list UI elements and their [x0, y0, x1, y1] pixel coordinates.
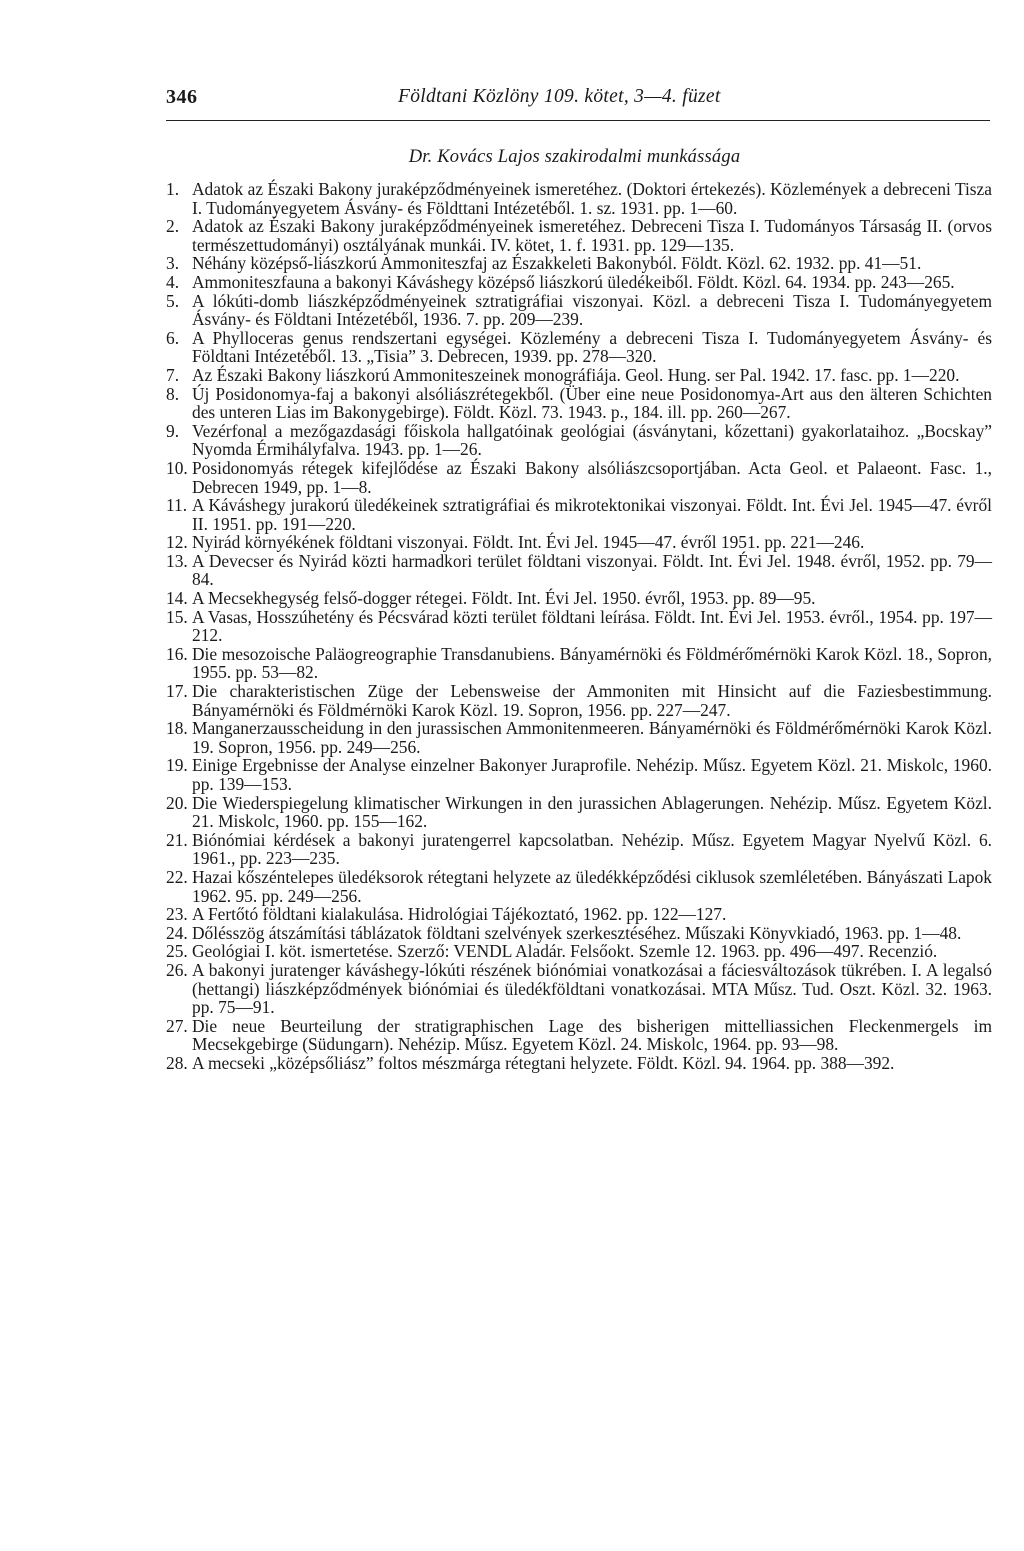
- entry-number: 24.: [166, 922, 188, 943]
- entry-text: A mecseki „középsőliász” foltos mészmárga rétegtani helyzete. Földt. Közl. 94. 1964. pp. 388—392.: [192, 1052, 895, 1073]
- bibliography-entry: [166, 589, 992, 608]
- entry-text: A Devecser és Nyirád közti harmadkori terület földtani viszonyai. Földt. Int. Évi Jel. 1948. évről, 1952. pp. 79—84.: [192, 550, 992, 590]
- bibliography-entry: [166, 794, 992, 831]
- bibliography-entry: [166, 329, 992, 366]
- entry-text: Hazai kőszéntelepes üledéksorok rétegtani helyzete az üledékképződési ciklusok szemléletében. Bányászati Lapok 1962. 95. pp. 249—256.: [192, 866, 992, 906]
- bibliography-entry: [166, 459, 992, 496]
- entry-text: Die charakteristischen Züge der Lebensweise der Ammoniten mit Hinsicht auf die Faziesbestimmung. Bányamérnöki és Földmérnöki Karok Közl. 19. Sopron, 1956. pp. 227—247.: [192, 681, 992, 720]
- entry-text: Posidonomyás rétegek kifejlődése az Északi Bakony alsóliászcsoportjában. Acta Geol. et Palaeont. Fasc. 1., Debrecen 1949, pp. 1—8.: [192, 457, 992, 497]
- entry-text: Adatok az Északi Bakony juraképződményeinek ismeretéhez. (Doktori értekezés). Közlemények a debreceni Tisza I. Tudományegyetem Ásvány- és Földttani Intézetéből. 1. sz. 1931. pp. 1—60.: [192, 179, 992, 218]
- entry-number: 8.: [166, 383, 180, 404]
- entry-text: Az Északi Bakony liászkorú Ammoniteszeinek monográfiája. Geol. Hung. ser Pal. 1942. 17. fasc. pp. 1—220.: [192, 364, 960, 385]
- entry-text: Geológiai I. köt. ismertetése. Szerző: VENDL Aladár. Felsőokt. Szemle 12. 1963. pp. 496—497. Recenzió.: [192, 941, 938, 962]
- entry-number: 1.: [166, 179, 180, 199]
- entry-number: 21.: [166, 829, 188, 850]
- entry-text: Új Posidonomya-faj a bakonyi alsóliászrétegekből. (Über eine neue Posidonomya-Art aus den älteren Schichten des unteren Lias im Bakonygebirge). Földt. Közl. 73. 1943. p., 184. ill. pp. 260—267.: [192, 383, 992, 423]
- entry-text: A Fertőtó földtani kialakulása. Hidrológiai Tájékoztató, 1962. pp. 122—127.: [192, 904, 727, 925]
- bibliography-entry: [166, 533, 992, 552]
- entry-text: Ammoniteszfauna a bakonyi Kávásheg​y középső liászkorú üledékeiből. Földt. Közl. 64. 1934. pp. 243—265.: [192, 271, 955, 292]
- bibliography-entry: [166, 496, 992, 533]
- entry-number: 5.: [166, 290, 180, 311]
- bibliography-entry: [166, 608, 992, 645]
- page-number: 346: [166, 86, 198, 108]
- bibliography-entry: [166, 682, 992, 719]
- bibliography-list: [166, 180, 992, 1073]
- entry-number: 16.: [166, 643, 188, 664]
- entry-text: Manganerzausscheidung in den jurassischen Ammonitenmeeren. Bányamérnöki és Földmérőmérnöki Karok Közl. 19. Sopron, 1956. pp. 249—256.: [192, 718, 992, 757]
- entry-number: 12.: [166, 532, 188, 553]
- entry-text: A Kávásheg​y jurakorú üledékeinek sztratigráfiai és mikrotektonikai viszonyai. Földt. Int. Évi Jel. 1945—47. évről II. 1951. pp. 191—220.: [192, 495, 992, 534]
- bibliography-entry: [166, 645, 992, 682]
- entry-number: 26.: [166, 959, 188, 980]
- entry-text: Néhány középső-liászkorú Ammoniteszfaj az Északkeleti Bakonyból. Földt. Közl. 62. 1932. pp. 41—51.: [192, 253, 922, 274]
- header-rule: [166, 120, 990, 121]
- bibliography-entry: [166, 868, 992, 905]
- bibliography-entry: [166, 961, 992, 1017]
- bibliography-entry: [166, 217, 992, 254]
- entry-text: A bakonyi juratenger kávásheg​y-lókúti részének biónómiai vonatkozásai a fáciesváltozások tükrében. I. A legalsó (hettangi) liászképződmények biónómiai és üledékföldtani vonatkozásai. MTA Műsz. Tud. Oszt. Közl. 32. 1963. pp. 75—91.: [192, 959, 992, 1018]
- entry-text: Biónómiai kérdések a bakonyi juratengerrel kapcsolatban. Nehézip. Műsz. Egyetem Magyar Nyelvű Közl. 6. 1961., pp. 223—235.: [192, 829, 992, 869]
- entry-number: 9.: [166, 420, 180, 441]
- entry-number: 10.: [166, 457, 188, 478]
- bibliography-entry: [166, 719, 992, 756]
- entry-number: 27.: [166, 1015, 188, 1036]
- journal-title: Földtani Közlöny 109. kötet, 3—4. füzet: [398, 86, 721, 107]
- entry-text: Dőlésszög átszámítási táblázatok földtani szelvények szerkesztéséhez. Műszaki Könyvkiadó, 1963. pp. 1—48.: [192, 922, 962, 943]
- entry-number: 15.: [166, 606, 188, 627]
- entry-number: 19.: [166, 755, 188, 776]
- bibliography-entry: [166, 366, 992, 385]
- bibliography-entry: [166, 180, 992, 217]
- bibliography-entry: [166, 552, 992, 589]
- entry-number: 13.: [166, 550, 188, 571]
- entry-text: A Phylloceras genus rendszertani egységei. Közlemény a debreceni Tisza I. Tudományegyetem Ásvány- és Földtani Intézetéből. 13. „Tisia” 3. Debrecen, 1939. pp. 278—320.: [192, 327, 992, 367]
- entry-text: Einige Ergebnisse der Analyse einzelner Bakonyer Juraprofile. Nehézip. Műsz. Egyetem Közl. 21. Miskolc, 1960. pp. 139—153.: [192, 755, 992, 794]
- bibliography-entry: [166, 254, 992, 273]
- bibliography-entry: [166, 905, 992, 924]
- bibliography-entry: [166, 756, 992, 793]
- bibliography-entry: [166, 1017, 992, 1054]
- bibliography-entry: [166, 273, 992, 292]
- entry-number: 6.: [166, 327, 180, 348]
- entry-number: 23.: [166, 904, 188, 925]
- bibliography-entry: [166, 924, 992, 943]
- entry-number: 28.: [166, 1052, 188, 1073]
- entry-text: A Mecsekhegység felső-dogger rétegei. Földt. Int. Évi Jel. 1950. évről, 1953. pp. 89—95.: [192, 588, 816, 609]
- entry-text: A Vasas, Hosszúhetény és Pécsvárad közti terület földtani leírása. Földt. Int. Évi Jel. 1953. évről., 1954. pp. 197—212.: [192, 606, 992, 646]
- entry-number: 11.: [166, 495, 188, 516]
- entry-text: Die neue Beurteilung der stratigraphischen Lage des bisherigen mittelliassichen Fleckenmergels im Mecsekgebirge (Südungarn). Nehézip. Műsz. Egyetem Közl. 24. Miskolc, 1964. pp. 93—98.: [192, 1015, 992, 1055]
- entry-number: 14.: [166, 588, 188, 609]
- bibliography-entry: [166, 385, 992, 422]
- entry-number: 22.: [166, 866, 188, 887]
- entry-text: Die mesozoische Paläogreographie Transdanubiens. Bányamérnöki és Földmérőmérnöki Karok Közl. 18., Sopron, 1955. pp. 53—82.: [192, 643, 992, 683]
- entry-text: Vezérfonal a mezőgazdasági főiskola hallgatóinak geológiai (ásványtani, kőzettani) gyakorlataihoz. „Bocskay” Nyomda Érmihályfalva. 1943. pp. 1—26.: [192, 420, 992, 460]
- entry-number: 25.: [166, 941, 188, 962]
- entry-text: Adatok az Északi Bakony juraképződményeinek ismeretéhez. Debreceni Tisza I. Tudományos Társaság II. (orvos természettudományi) osztályának munkái. IV. kötet, 1. f. 1931. pp. 129—135.: [192, 216, 992, 255]
- bibliography-entry: [166, 831, 992, 868]
- entry-text: Nyirád környékének földtani viszonyai. Földt. Int. Évi Jel. 1945—47. évről 1951. pp. 221—246.: [192, 532, 865, 553]
- entry-number: 3.: [166, 253, 180, 274]
- entry-number: 7.: [166, 364, 180, 385]
- entry-number: 17.: [166, 681, 188, 702]
- entry-text: A lókúti-domb liászképződményeinek sztratigráfiai viszonyai. Közl. a debreceni Tisza I. Tudományegyetem Ásvány- és Földtani Intézetéből, 1936. 7. pp. 209—239.: [192, 290, 992, 330]
- entry-number: 20.: [166, 792, 188, 813]
- bibliography-entry: [166, 1054, 992, 1073]
- entry-number: 18.: [166, 718, 188, 739]
- section-title: Dr. Kovács Lajos szakirodalmi munkássága: [408, 147, 741, 167]
- entry-number: 2.: [166, 216, 180, 237]
- bibliography-entry: [166, 422, 992, 459]
- bibliography-entry: [166, 292, 992, 329]
- entry-number: 4.: [166, 271, 180, 292]
- bibliography-entry: [166, 942, 992, 961]
- entry-text: Die Wiederspiegelung klimatischer Wirkungen in den jurassichen Ablagerungen. Nehézip. Műsz. Egyetem Közl. 21. Miskolc, 1960. pp. 155—162.: [192, 792, 992, 832]
- running-head: [166, 86, 992, 114]
